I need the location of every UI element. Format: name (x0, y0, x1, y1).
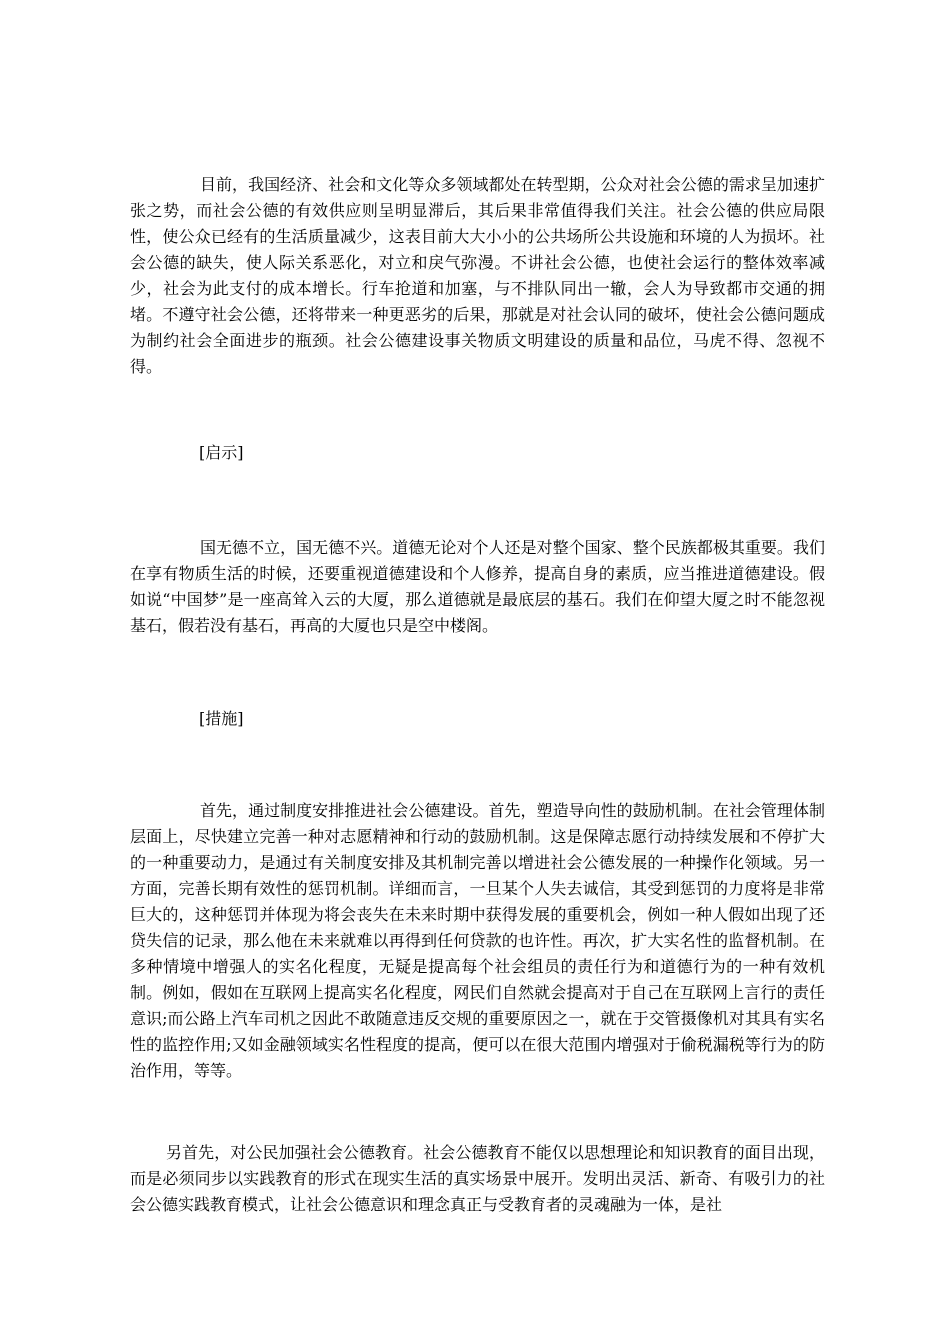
paragraph-intro: 目前，我国经济、社会和文化等众多领域都处在转型期，公众对社会公德的需求呈加速扩张之势，而社会公德的有效供应则呈明显滞后，其后果非常值得我们关注。社会公德的供应局限性，使公众已经有的生活质量减少，这表目前大大小小的公共场所公共设施和环境的人为损坏。社会公德的缺失，使人际关系恶化，对立和戾气弥漫。不讲社会公德，也使社会运行的整体效率减少，社会为此支付的成本增长。行车抢道和加塞，与不排队同出一辙，会人为导致都市交通的拥堵。不遵守社会公德，还将带来一种更恶劣的后果，那就是对社会认同的破坏，使社会公德问题成为制约社会全面进步的瓶颈。社会公德建设事关物质文明建设的质量和品位，马虎不得、忽视不得。 (130, 175, 825, 376)
section-heading-measures: [措施] (199, 709, 244, 728)
paragraph-measures-first: 首先，通过制度安排推进社会公德建设。首先，塑造导向性的鼓励机制。在社会管理体制层面上，尽快建立完善一种对志愿精神和行动的鼓励机制。这是保障志愿行动持续发展和不停扩大的一种重要动力，是通过有关制度安排及其机制完善以增进社会公德发展的一种操作化领域。另一方面，完善长期有效性的惩罚机制。详细而言，一旦某个人失去诚信，其受到惩罚的力度将是非常巨大的，这种惩罚并体现为将会丧失在未来时期中获得发展的重要机会，例如一种人假如出现了还贷失信的记录，那么他在未来就难以再得到任何贷款的也许性。再次，扩大实名性的监督机制。在多种情境中增强人的实名化程度，无疑是提高每个社会组员的责任行为和道德行为的一种有效机制。例如，假如在互联网上提高实名化程度，网民们自然就会提高对于自己在互联网上言行的责任意识;而公路上汽车司机之因此不敢随意违反交规的重要原因之一，就在于交管摄像机对其具有实名性的监控作用;又如金融领域实名性程度的提高，便可以在很大范围内增强对于偷税漏税等行为的防治作用，等等。 (130, 801, 825, 1080)
section-heading-inspiration: [启示] (199, 443, 244, 462)
paragraph-measures-second: 另首先，对公民加强社会公德教育。社会公德教育不能仅以思想理论和知识教育的面目出现，而是必须同步以实践教育的形式在现实生活的真实场景中展开。发明出灵活、新奇、有吸引力的社会公德实践教育模式，让社会公德意识和理念真正与受教育者的灵魂融为一体，是社 (130, 1143, 825, 1214)
paragraph-inspiration: 国无德不立，国无德不兴。道德无论对个人还是对整个国家、整个民族都极其重要。我们在享有物质生活的时候，还要重视道德建设和个人修养，提高自身的素质，应当推进道德建设。假如说“中国梦”是一座高耸入云的大厦，那么道德就是最底层的基石。我们在仰望大厦之时不能忽视基石，假若没有基石，再高的大厦也只是空中楼阁。 (130, 538, 825, 635)
